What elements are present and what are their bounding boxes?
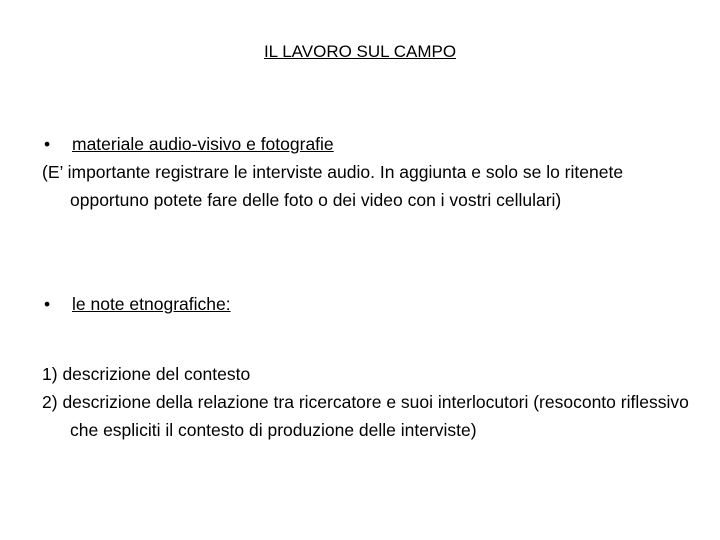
field-notes-section [42,290,692,318]
list-item-text: descrizione del contesto [62,364,251,384]
list-item-number: 2) [42,392,58,412]
list-item [42,360,692,388]
bullet-label: materiale audio-visivo e fotografie [72,134,334,154]
numbered-list [42,360,692,444]
bullet-item-audio-visual [42,130,692,158]
bullet-label: le note etnografiche: [72,294,231,314]
bullet-item-field-notes [42,290,692,318]
slide-title: IL LAVORO SUL CAMPO [263,42,457,61]
list-item-text: descrizione della relazione tra ricercatore e suoi interlocutori (resoconto riflessivo che espliciti il contesto di produzione delle interviste) [62,392,689,440]
list-item-number: 1) [42,364,58,384]
audio-visual-note: (E’ importante registrare le interviste audio. In aggiunta e solo se lo ritenete opportuno potete fare delle foto o dei video con i vostri cellulari) [42,162,624,210]
bullet-marker: • [44,294,51,314]
list-item [42,388,692,444]
bullet-marker: • [44,134,51,154]
audio-visual-section [42,130,692,214]
